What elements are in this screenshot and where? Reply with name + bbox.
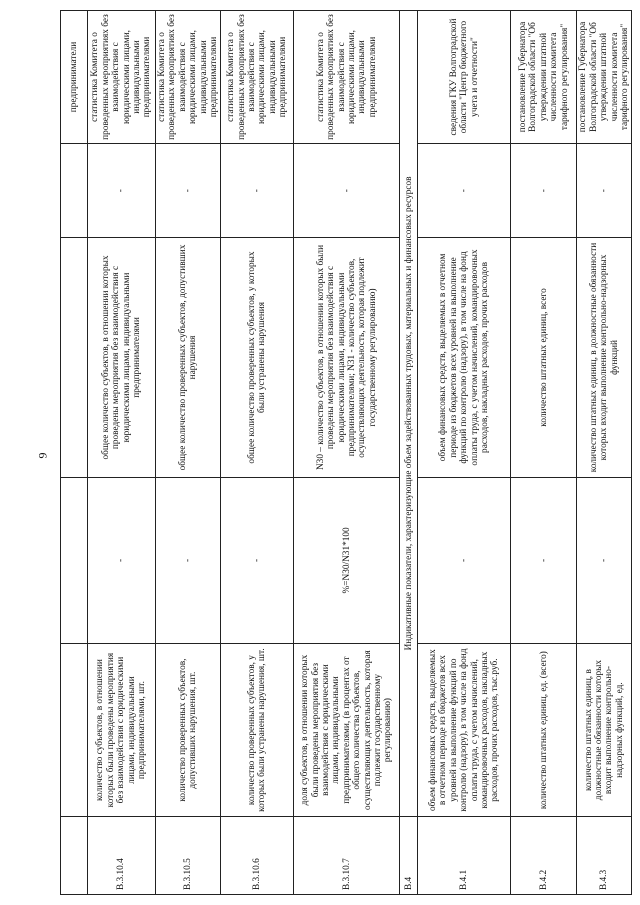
table-row bbox=[88, 11, 156, 895]
cell-value: - bbox=[418, 144, 511, 238]
cell-name: доля субъектов, в отношении которых были проведены мероприятия без взаимодействия с юридическими лицами, индивидуальными предпринимателями, (в процентах от общего количества субъектов, осуществляющих деятельность, которая подлежит государственному регулированию) bbox=[294, 644, 400, 817]
cell-formula: %=N30/N31*100 bbox=[294, 477, 400, 644]
cell-formula: - bbox=[577, 477, 632, 644]
cell-source: сведения ГКУ Волгоградской области "Центр бюджетного учета и отчетности" bbox=[418, 11, 511, 144]
cell-description: количество штатных единиц, в должностные обязанности которых входит выполнение контрольно-надзорных функций bbox=[577, 238, 632, 477]
indicator-table bbox=[60, 10, 632, 895]
cell-description bbox=[61, 238, 88, 477]
cell-formula: - bbox=[418, 477, 511, 644]
cell-source: предприниматели bbox=[61, 11, 88, 144]
cell-name: количество штатных единиц, ед. (всего) bbox=[511, 644, 577, 817]
section-code: В.4 bbox=[400, 816, 418, 894]
cell-description: объем финансовых средств, выделяемых в отчетном периоде из бюджетов всех уровней на выполнение функций по контролю (надзору), в том числе на фонд оплаты труда, с учетом начислений, командировочных расходов, накладных расходов, прочих расходов bbox=[418, 238, 511, 477]
cell-formula: - bbox=[88, 477, 156, 644]
cell-name: количество штатных единиц, в должностные обязанности которых входит выполнение контрольно-надзорных функций, ед. bbox=[577, 644, 632, 817]
cell-source: постановление Губернатора Волгоградской области "Об утверждении штатной численности комитета тарифного регулирования" bbox=[511, 11, 577, 144]
cell-description: общее количество субъектов, в отношении которых проведены мероприятия без взаимодействия с юридическими лицами, индивидуальными предпринимателями bbox=[88, 238, 156, 477]
cell-formula: - bbox=[511, 477, 577, 644]
cell-description: общее количество проверенных субъектов, у которых были устранены нарушения bbox=[221, 238, 294, 477]
cell-value: - bbox=[511, 144, 577, 238]
cell-source: статистика Комитета о проведенных мероприятиях без взаимодействия с юридическими лицами, индивидуальными предпринимателями bbox=[88, 11, 156, 144]
cell-name bbox=[61, 644, 88, 817]
table-row bbox=[156, 11, 221, 895]
cell-name: количество субъектов, в отношении которых были проведены мероприятия без взаимодействия с юридическими лицами, индивидуальными предпринимателями, шт. bbox=[88, 644, 156, 817]
cell-code: В.3.10.4 bbox=[88, 816, 156, 894]
page-number: 9 bbox=[35, 452, 50, 459]
cell-value: - bbox=[577, 144, 632, 238]
table-row bbox=[577, 11, 632, 895]
cell-source: постановление Губернатора Волгоградской области "Об утверждении штатной численности комитета тарифного регулирования" bbox=[577, 11, 632, 144]
cell-code: В.3.10.5 bbox=[156, 816, 221, 894]
cell-value: - bbox=[221, 144, 294, 238]
table-row bbox=[221, 11, 294, 895]
cell-value: - bbox=[88, 144, 156, 238]
cell-code: В.3.10.7 bbox=[294, 816, 400, 894]
table-row bbox=[418, 11, 511, 895]
cell-code: В.4.3 bbox=[577, 816, 632, 894]
cell-code: В.4.1 bbox=[418, 816, 511, 894]
cell-name: объем финансовых средств, выделяемых в отчетном периоде из бюджетов всех уровней на выполнение функций по контролю (надзору), в том числе на фонд оплаты труда, с учетом начислений, командировочных расходов, накладных расходов, прочих расходов, тыс.руб. bbox=[418, 644, 511, 817]
table-row bbox=[294, 11, 400, 895]
cell-formula: - bbox=[156, 477, 221, 644]
cell-value bbox=[61, 144, 88, 238]
cell-description: N30 – количество субъектов, в отношении которых были проведены мероприятия без взаимодействия с юридическими лицами, индивидуальными предпринимателями; N31 - количество субъектов, осуществляющих деятельность, которая подлежит государственному регулированию) bbox=[294, 238, 400, 477]
cell-source: статистика Комитета о проведенных мероприятиях без взаимодействия с юридическими лицами, индивидуальными предпринимателями bbox=[156, 11, 221, 144]
table-row bbox=[511, 11, 577, 895]
cell-formula: - bbox=[221, 477, 294, 644]
cell-code: В.4.2 bbox=[511, 816, 577, 894]
cell-value: - bbox=[294, 144, 400, 238]
cell-source: статистика Комитета о проведенных мероприятиях без взаимодействия с юридическими лицами, индивидуальными предпринимателями bbox=[221, 11, 294, 144]
rotated-table-container bbox=[60, 10, 631, 895]
cell-code bbox=[61, 816, 88, 894]
cell-name: количество проверенных субъектов, допустивших нарушения, шт. bbox=[156, 644, 221, 817]
cell-description: количество штатных единиц, всего bbox=[511, 238, 577, 477]
cell-formula bbox=[61, 477, 88, 644]
table-row-continuation bbox=[61, 11, 88, 895]
section-header-row bbox=[400, 11, 418, 895]
cell-code: В.3.10.6 bbox=[221, 816, 294, 894]
cell-description: общее количество проверенных субъектов, допустивших нарушения bbox=[156, 238, 221, 477]
cell-value: - bbox=[156, 144, 221, 238]
section-title: Индикативные показатели, характеризующие объем задействованных трудовых, материальных и финансовых ресурсов bbox=[400, 11, 418, 817]
cell-source: статистика Комитета о проведенных мероприятиях без взаимодействия с юридическими лицами, индивидуальными предпринимателями bbox=[294, 11, 400, 144]
cell-name: количество проверенных субъектов, у которых были устранены нарушения, шт. bbox=[221, 644, 294, 817]
